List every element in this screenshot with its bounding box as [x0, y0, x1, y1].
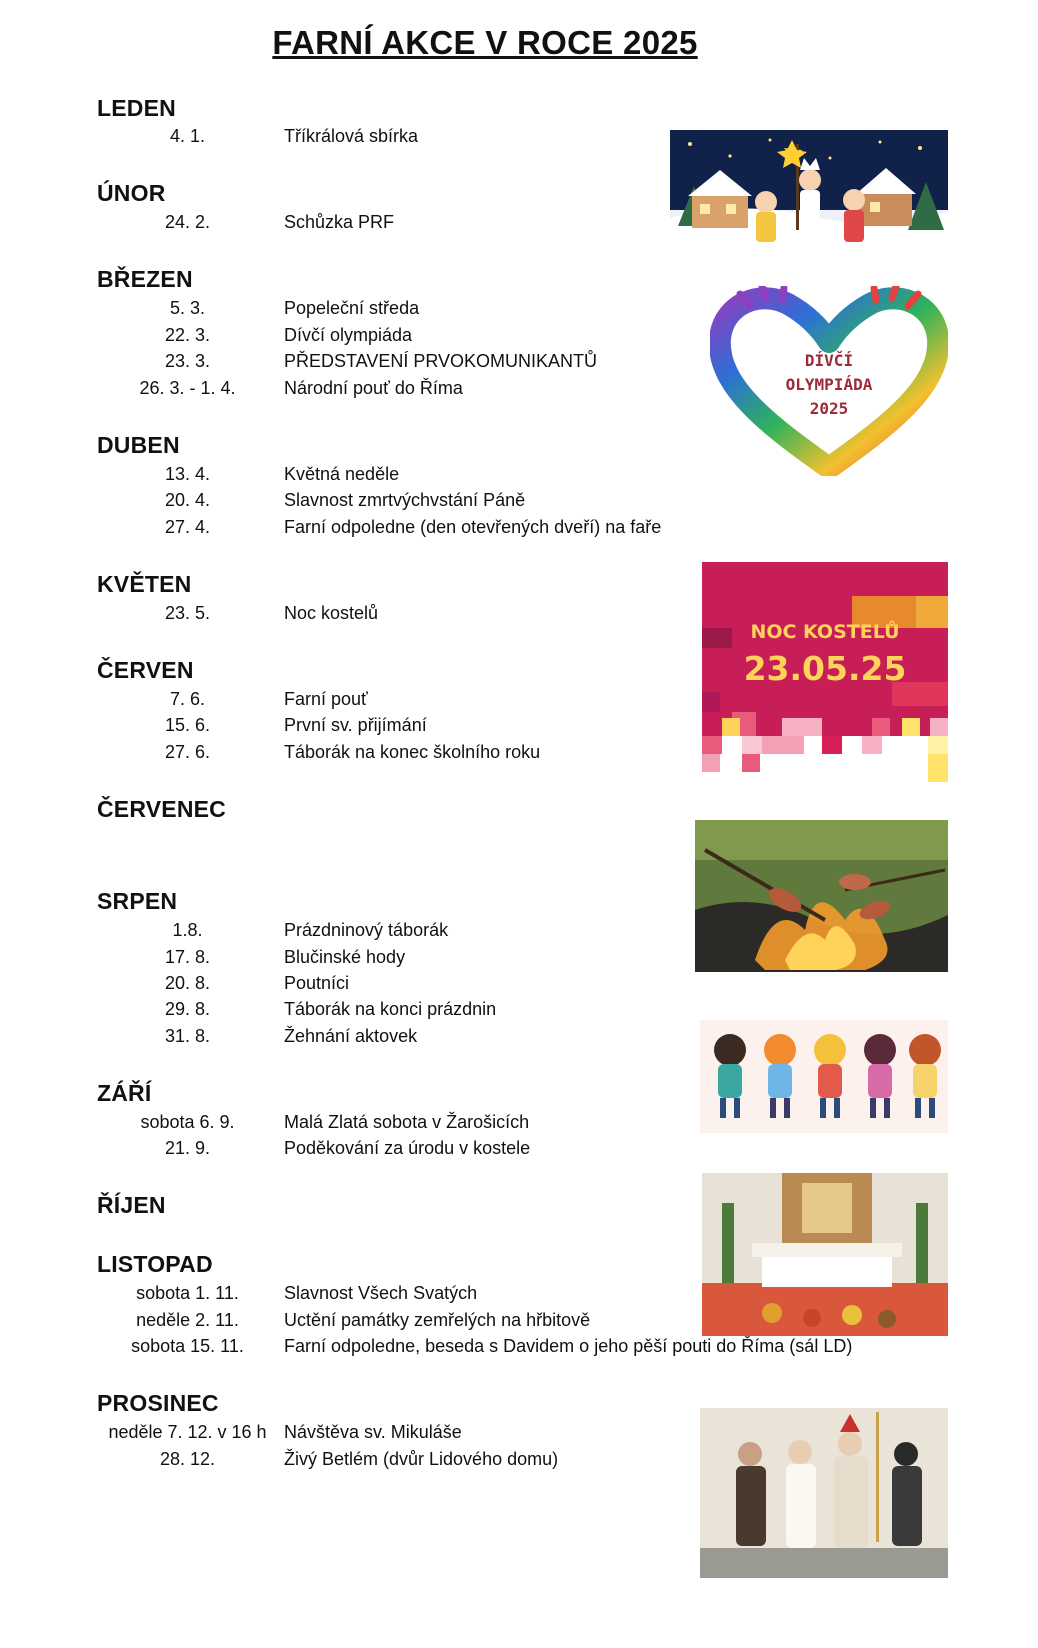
month-heading: LEDEN — [97, 95, 176, 121]
event-text: Uctění památky zemřelých na hřbitově — [284, 1310, 591, 1330]
event-date: 23. 3. — [164, 351, 211, 371]
event-text: Slavnost zmrtvýchvstání Páně — [284, 490, 526, 510]
event-text: Slavnost Všech Svatých — [284, 1283, 478, 1303]
event-date: 31. 8. — [164, 1026, 211, 1046]
event-date: 22. 3. — [164, 325, 211, 345]
event-text: Poděkování za úrodu v kostele — [284, 1138, 531, 1158]
month-heading: BŘEZEN — [97, 266, 193, 292]
month-heading: LISTOPAD — [97, 1251, 213, 1277]
noc-title: NOC KOSTELŮ — [750, 621, 900, 643]
event-date: 29. 8. — [164, 999, 211, 1019]
event-date: 27. 6. — [164, 742, 211, 762]
event-date: 4. 1. — [169, 126, 206, 146]
month-heading: ÚNOR — [97, 180, 166, 206]
month-heading: ŘÍJEN — [97, 1192, 166, 1218]
event-date: neděle 7. 12. v 16 h — [108, 1422, 267, 1442]
school-kids-image — [700, 1020, 948, 1133]
event-text: Popeleční středa — [284, 298, 420, 318]
event-text: Poutníci — [284, 973, 350, 993]
event-date: 7. 6. — [169, 689, 206, 709]
month-heading: SRPEN — [97, 888, 178, 914]
month-heading: ZÁŘÍ — [97, 1080, 152, 1106]
event-text: Farní odpoledne, beseda s Davidem o jeho pěší pouti do Říma (sál LD) — [284, 1336, 853, 1356]
event-text: Tříkrálová sbírka — [284, 126, 419, 146]
noc-kostelu-poster — [702, 562, 948, 784]
event-text: Prázdninový táborák — [284, 920, 449, 940]
event-date: 24. 2. — [164, 212, 211, 232]
event-text: Malá Zlatá sobota v Žarošicích — [284, 1112, 530, 1132]
event-date: sobota 15. 11. — [131, 1336, 244, 1356]
three-kings-image — [670, 130, 948, 259]
event-text: PŘEDSTAVENÍ PRVOKOMUNIKANTŮ — [284, 351, 598, 371]
event-date: 23. 5. — [164, 603, 211, 623]
event-date: 21. 9. — [164, 1138, 211, 1158]
page-title: FARNÍ AKCE V ROCE 2025 — [272, 24, 698, 61]
mikulas-photo-image — [700, 1408, 948, 1578]
event-date: 15. 6. — [164, 715, 211, 735]
event-date: 1.8. — [172, 920, 203, 940]
campfire-image — [695, 820, 948, 972]
event-text: Farní pouť — [284, 689, 368, 709]
event-date: 26. 3. - 1. 4. — [139, 378, 236, 398]
event-text: Schůzka PRF — [284, 212, 395, 232]
event-text: Žehnání aktovek — [284, 1026, 418, 1046]
event-date: 5. 3. — [169, 298, 206, 318]
olympiada-line1: DÍVČÍ — [804, 351, 854, 370]
event-date: 20. 4. — [164, 490, 211, 510]
event-text: Dívčí olympiáda — [284, 325, 413, 345]
event-date: sobota 1. 11. — [136, 1283, 239, 1303]
event-text: Noc kostelů — [284, 603, 379, 623]
event-text: Květná neděle — [284, 464, 400, 484]
olympiada-line3: 2025 — [809, 399, 849, 418]
olympiada-logo-image — [710, 286, 948, 476]
olympiada-line2: OLYMPIÁDA — [785, 375, 873, 394]
month-heading: ČERVENEC — [97, 796, 226, 822]
noc-date: 23.05.25 — [743, 649, 907, 688]
month-heading: KVĚTEN — [97, 571, 192, 597]
event-date: 20. 8. — [164, 973, 211, 993]
event-date: 27. 4. — [164, 517, 211, 537]
month-heading: PROSINEC — [97, 1390, 219, 1416]
event-text: Blučinské hody — [284, 947, 406, 967]
month-heading: ČERVEN — [97, 657, 194, 683]
event-text: Farní odpoledne (den otevřených dveří) na faře — [284, 517, 662, 537]
event-date: 13. 4. — [164, 464, 211, 484]
harvest-altar-image — [702, 1173, 948, 1336]
event-date: sobota 6. 9. — [140, 1112, 235, 1132]
month-heading: DUBEN — [97, 432, 180, 458]
event-text: Táborák na konci prázdnin — [284, 999, 497, 1019]
event-text: Živý Betlém (dvůr Lidového domu) — [284, 1449, 559, 1469]
event-text: První sv. přijímání — [284, 715, 427, 735]
event-date: neděle 2. 11. — [136, 1310, 239, 1330]
event-date: 28. 12. — [159, 1449, 216, 1469]
event-date: 17. 8. — [164, 947, 211, 967]
event-text: Táborák na konec školního roku — [284, 742, 541, 762]
event-text: Návštěva sv. Mikuláše — [284, 1422, 462, 1442]
event-text: Národní pouť do Říma — [284, 378, 463, 398]
